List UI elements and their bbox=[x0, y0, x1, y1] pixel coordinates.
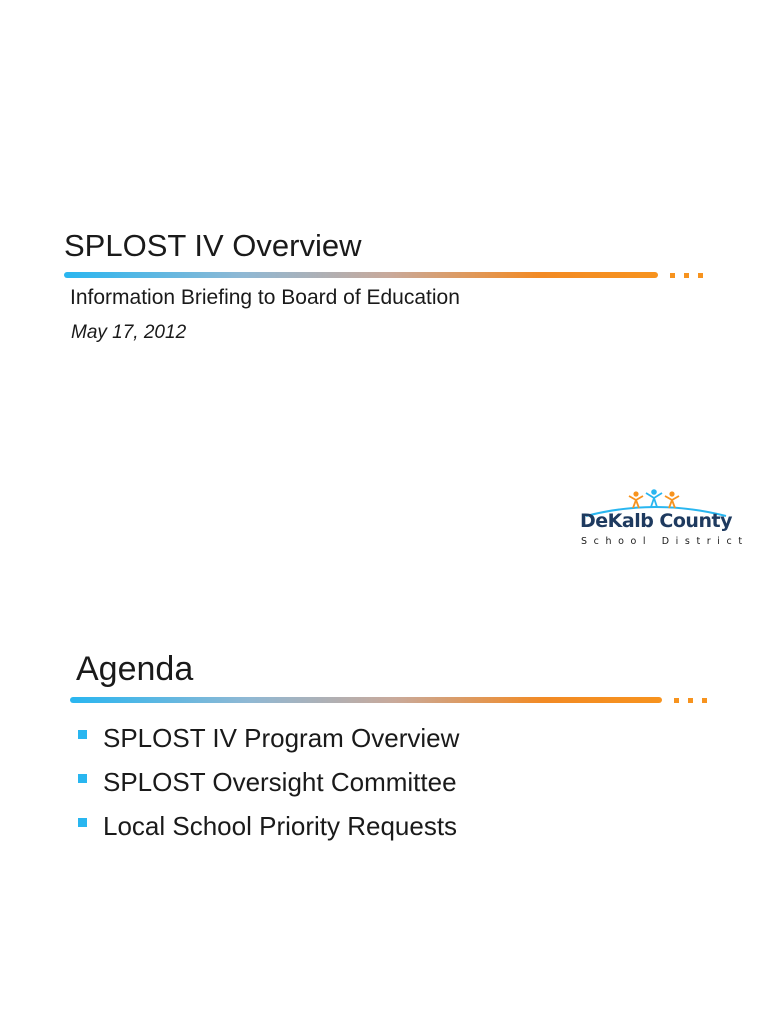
square-bullet-icon bbox=[78, 774, 87, 783]
agenda-underline-bar bbox=[70, 697, 662, 703]
square-bullet-icon bbox=[78, 730, 87, 739]
title-underline-dots bbox=[670, 273, 703, 278]
agenda-slide bbox=[0, 600, 768, 1024]
square-bullet-icon bbox=[78, 818, 87, 827]
agenda-list bbox=[76, 716, 459, 848]
people-icon bbox=[624, 488, 684, 512]
list-item bbox=[76, 716, 459, 760]
title-underline-bar bbox=[64, 272, 658, 278]
presentation-date: May 17, 2012 bbox=[71, 322, 187, 343]
agenda-item-label: SPLOST Oversight Committee bbox=[103, 766, 457, 797]
agenda-item-label: SPLOST IV Program Overview bbox=[103, 722, 460, 753]
logo-name: DeKalb County bbox=[580, 510, 732, 532]
agenda-title: Agenda bbox=[76, 650, 194, 688]
list-item bbox=[76, 760, 459, 804]
logo-subtitle: School District bbox=[581, 536, 749, 547]
agenda-item-label: Local School Priority Requests bbox=[103, 810, 458, 841]
list-item bbox=[76, 804, 459, 848]
dekalb-county-logo bbox=[580, 488, 749, 550]
slide-title: SPLOST IV Overview bbox=[64, 228, 362, 263]
slide-subtitle: Information Briefing to Board of Education bbox=[70, 286, 460, 309]
agenda-underline-dots bbox=[674, 698, 707, 703]
